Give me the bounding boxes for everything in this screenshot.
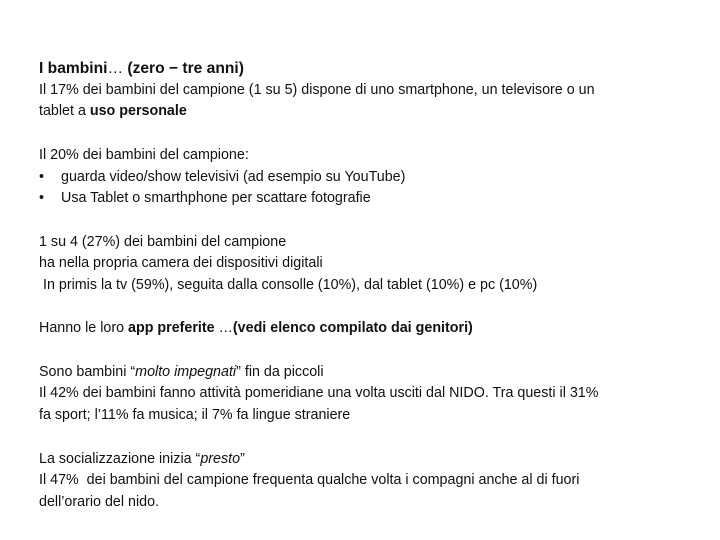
para6-suffix: ” bbox=[240, 450, 245, 467]
bullet-mark: • bbox=[39, 168, 45, 185]
spacer bbox=[39, 297, 699, 319]
title-bold: I bambini bbox=[39, 60, 108, 77]
bullet-text: Usa Tablet o smarthphone per scattare fotografie bbox=[61, 190, 371, 207]
spacer bbox=[39, 210, 699, 232]
para4-bold-app: app preferite bbox=[128, 320, 215, 337]
para2-intro: Il 20% dei bambini del campione: bbox=[39, 146, 249, 163]
bullet-item bbox=[39, 188, 699, 210]
para4-bold-note: (vedi elenco compilato dai genitori) bbox=[232, 320, 473, 337]
para6-line3: dell’orario del nido. bbox=[39, 493, 160, 510]
bullet-mark: • bbox=[39, 190, 45, 207]
para4-ellipsis: … bbox=[214, 320, 233, 337]
title-rest: (zero − tre anni) bbox=[123, 60, 244, 77]
para3-line3: In primis la tv (59%), seguita dalla consolle (10%), dal tablet (10%) e pc (10%) bbox=[39, 277, 538, 293]
para6-prefix: La socializzazione inizia “ bbox=[39, 450, 201, 467]
para3-line1: 1 su 4 (27%) dei bambini del campione bbox=[39, 233, 287, 250]
para1-line2 bbox=[39, 101, 699, 123]
para5-italic: molto impegnati bbox=[135, 363, 237, 380]
para5-prefix: Sono bambini “ bbox=[39, 363, 136, 380]
title-ellipsis: … bbox=[107, 60, 124, 77]
bullet-text: guarda video/show televisivi (ad esempio su YouTube) bbox=[61, 168, 406, 185]
para1-line2-prefix: tablet a bbox=[39, 103, 90, 120]
para4-prefix: Hanno le loro bbox=[39, 320, 129, 337]
para6-italic: presto bbox=[200, 450, 241, 467]
para5-line1 bbox=[39, 362, 699, 384]
spacer bbox=[39, 123, 699, 145]
para6-line1 bbox=[39, 449, 699, 471]
para5-line2: Il 42% dei bambini fanno attività pomeridiane una volta usciti dal NIDO. Tra questi il 31% bbox=[39, 385, 599, 402]
spacer bbox=[39, 427, 699, 449]
para1-line1: Il 17% dei bambini del campione (1 su 5) dispone di uno smartphone, un televisore o un bbox=[39, 81, 595, 98]
para1-line2-bold: uso personale bbox=[89, 103, 187, 120]
slide-content bbox=[39, 58, 699, 514]
slide-title bbox=[39, 58, 699, 80]
para5-suffix: ” fin da piccoli bbox=[236, 363, 324, 380]
para6-line2: Il 47% dei bambini del campione frequenta qualche volta i compagni anche al di fuori bbox=[39, 472, 580, 489]
bullet-item bbox=[39, 167, 699, 189]
para3-line2: ha nella propria camera dei dispositivi digitali bbox=[39, 255, 323, 272]
para4-line bbox=[39, 318, 699, 340]
para5-line3: fa sport; l’11% fa musica; il 7% fa lingue straniere bbox=[39, 407, 351, 424]
spacer bbox=[39, 340, 699, 362]
